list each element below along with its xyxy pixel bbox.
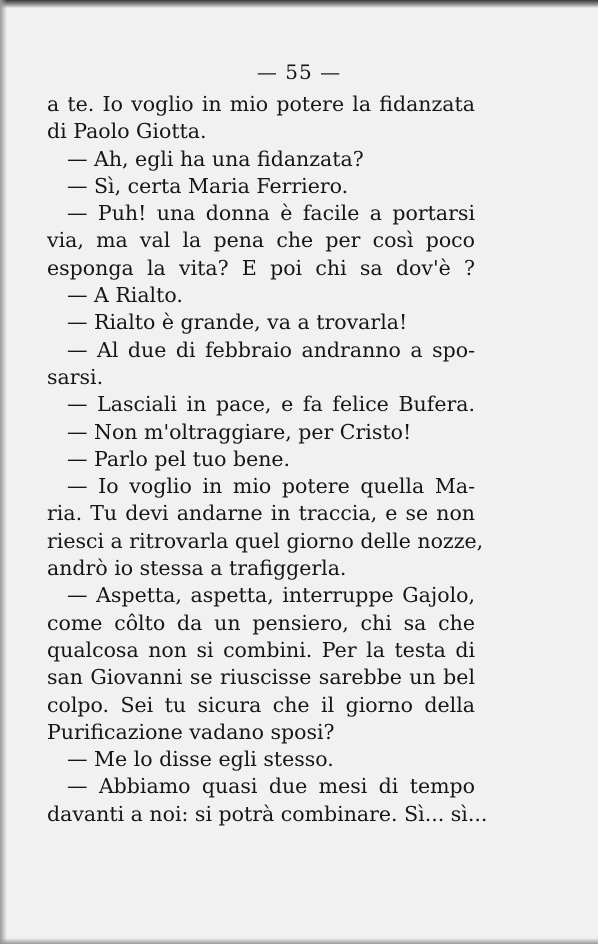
text-line: sarsi. — [47, 364, 104, 389]
text-line: Purificazione vadano sposi? — [47, 719, 335, 744]
text-line: — A Rialto. — [67, 283, 183, 308]
text-line: — Aspetta, aspetta, interruppe Gajolo, — [67, 583, 475, 608]
text-line: colpo. Sei tu sicura che il giorno della — [47, 692, 475, 717]
page-top-edge — [0, 0, 598, 8]
page-number: — 55 — — [256, 60, 342, 84]
text-line: — Sì, certa Maria Ferriero. — [67, 173, 349, 198]
text-line: — Non m'oltraggiare, per Cristo! — [67, 419, 412, 444]
text-line: — Me lo disse egli stesso. — [67, 747, 334, 772]
text-line: di Paolo Giotta. — [47, 119, 207, 144]
text-line: a te. Io voglio in mio potere la fidanzata — [47, 92, 475, 116]
text-line: via, ma val la pena che per così poco — [47, 228, 475, 253]
text-line: — Parlo pel tuo bene. — [67, 446, 291, 471]
text-line: esponga la vita? E poi chi sa dov'è ? — [47, 255, 475, 280]
text-line: — Lasciali in pace, e fa felice Bufera. — [67, 392, 475, 417]
text-line: — Rialto è grande, va a trovarla! — [67, 310, 408, 335]
text-line: davanti a noi: si potrà combinare. Sì... sì... — [47, 801, 488, 826]
text-line: san Giovanni se riuscisse sarebbe un bel — [47, 665, 475, 690]
text-line: riesci a ritrovarla quel giorno delle nozze, — [47, 528, 484, 553]
text-line: — Al due di febbraio andranno a spo- — [67, 337, 475, 362]
page-bottom-edge — [0, 938, 598, 944]
text-line: — Io voglio in mio potere quella Ma- — [67, 474, 475, 499]
text-line: andrò io stessa a trafiggerla. — [47, 556, 347, 581]
text-line: qualcosa non si combini. Per la testa di — [47, 637, 475, 662]
text-line: — Ah, egli ha una fidanzata? — [67, 146, 364, 171]
text-line: ria. Tu devi andarne in traccia, e se non — [47, 501, 475, 526]
text-line: come côlto da un pensiero, chi sa che — [47, 610, 475, 635]
text-line: — Puh! una donna è facile a portarsi — [67, 201, 475, 226]
body-text — [47, 91, 488, 828]
text-line: — Abbiamo quasi due mesi di tempo — [67, 774, 475, 799]
page-left-edge — [0, 0, 7, 944]
